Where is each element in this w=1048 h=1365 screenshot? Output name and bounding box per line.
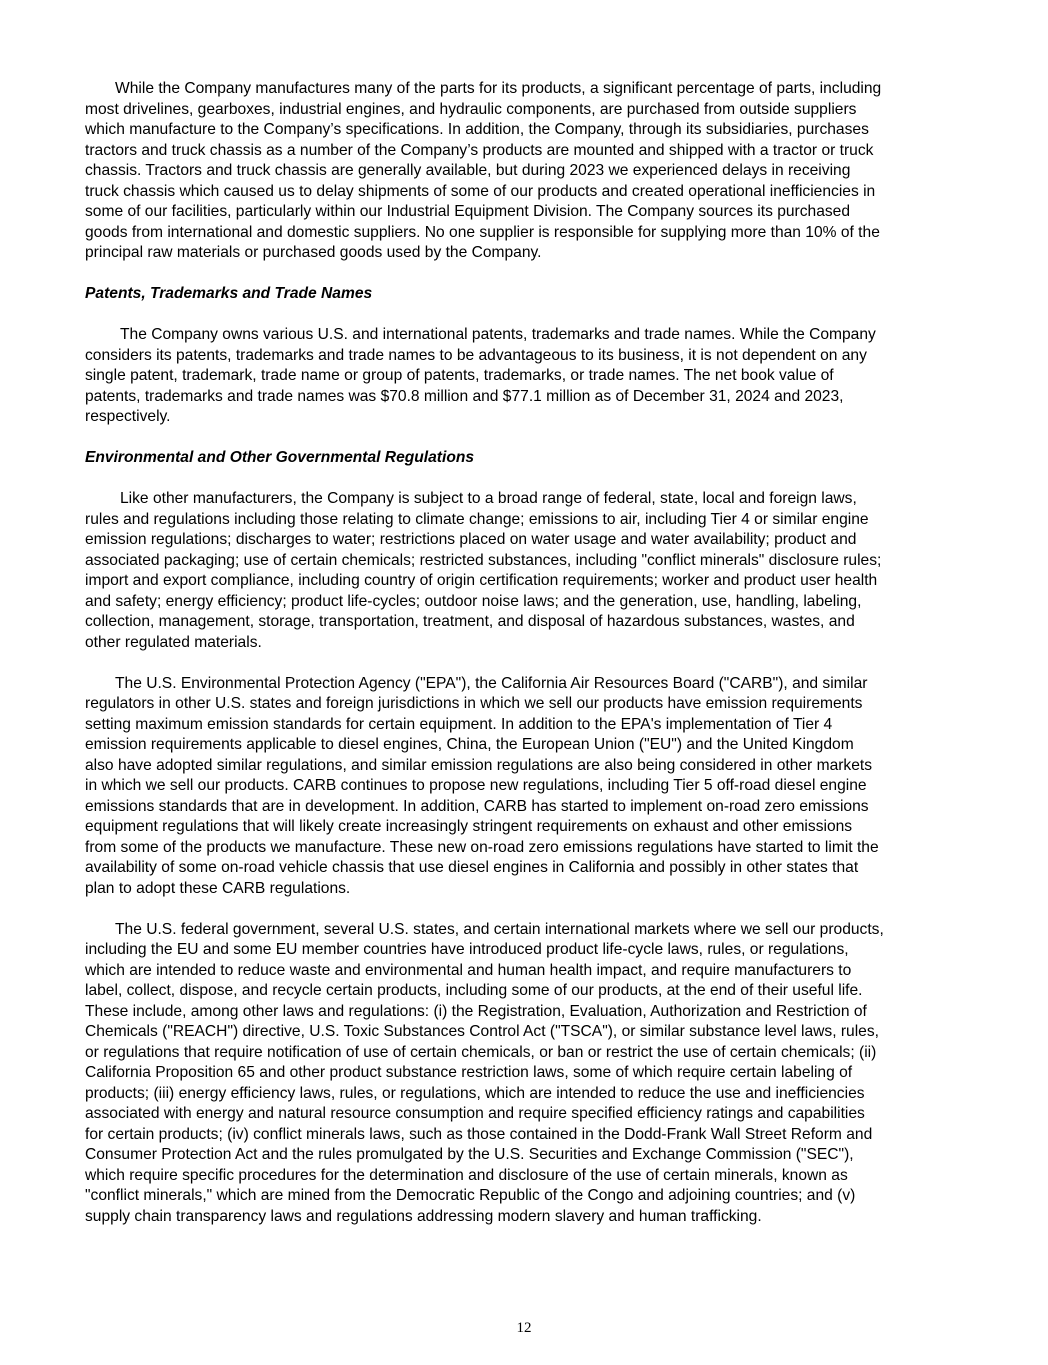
paragraph-parts-suppliers: While the Company manufactures many of the parts for its products, a significant percentage of parts, including most drivelines, gearboxes, industrial engines, and hydraulic components, are purchased from outside suppliers which manufacture to the Company’s specifications. In addition, the Company, through its subsidiaries, purchases tractors and truck chassis as a number of the Company’s products are mounted and shipped with a tractor or truck chassis. Tractors and truck chassis are generally available, but during 2023 we experienced delays in receiving truck chassis which caused us to delay shipments of some of our products and created operational inefficiencies in some of our facilities, particularly within our Industrial Equipment Division. The Company sources its purchased goods from international and domestic suppliers. No one supplier is responsible for supplying more than 10% of the principal raw materials or purchased goods used by the Company. (85, 80, 882, 261)
page-number: 12 (516, 1320, 532, 1336)
paragraph-gap (85, 899, 965, 920)
paragraph-gap (85, 469, 965, 490)
paragraph-gap (85, 305, 965, 326)
paragraph-lifecycle-laws: The U.S. federal government, several U.S. states, and certain international markets where we sell our products, including the EU and some EU member countries have introduced product life-cycle laws, rules, or regulations, which are intended to reduce waste and environmental and human health impact, and require manufacturers to label, collect, dispose, and recycle certain products, including some of our products, at the end of their useful life. These include, among other laws and regulations: (i) the Registration, Evaluation, Authorization and Restriction of Chemicals ("REACH") directive, U.S. Toxic Substances Control Act ("TSCA"), or similar substance level laws, rules, or regulations that require notification of use of certain chemicals, or ban or restrict the use of certain chemicals; (ii) California Proposition 65 and other product substance restriction laws, some of which require certain labeling of products; (iii) energy efficiency laws, rules, or regulations, which are intended to reduce the use and inefficiencies associated with energy and natural resource consumption and require specified efficiency ratings and capabilities for certain products; (iv) conflict minerals laws, such as those contained in the Dodd-Frank Wall Street Reform and Consumer Protection Act and the rules promulgated by the U.S. Securities and Exchange Commission ("SEC"), which require specific procedures for the determination and disclosure of the use of certain minerals, known as "conflict minerals," which are mined from the Democratic Republic of the Congo and adjoining countries; and (v) supply chain transparency laws and regulations addressing modern slavery and human trafficking. (85, 920, 884, 1225)
paragraph-patents: The Company owns various U.S. and international patents, trademarks and trade names. While the Company considers its patents, trademarks and trade names to be advantageous to its business, it is not dependent on any single patent, trademark, trade name or group of patents, trademarks, or trade names. The net book value of patents, trademarks and trade names was $70.8 million and $77.1 million as of December 31, 2024 and 2023, respectively. (85, 326, 876, 425)
paragraph-environmental-laws: Like other manufacturers, the Company is subject to a broad range of federal, state, local and foreign laws, rules and regulations including those relating to climate change; emissions to air, including Tier 4 or similar engine emission regulations; discharges to water; restrictions placed on water usage and water availability; product and associated packaging; use of certain chemicals; restricted substances, including "conflict minerals" disclosure rules; import and export compliance, including country of origin certification requirements; worker and product user health and safety; energy efficiency; product life-cycles; outdoor noise laws; and the generation, use, handling, labeling, collection, management, storage, transportation, treatment, and disposal of hazardous substances, wastes, and other regulated materials. (85, 490, 882, 651)
document-body (85, 79, 965, 1227)
section-heading-patents: Patents, Trademarks and Trade Names (85, 285, 373, 302)
section-heading-environmental: Environmental and Other Governmental Regulations (85, 449, 475, 466)
paragraph-gap (85, 653, 965, 674)
paragraph-epa-carb: The U.S. Environmental Protection Agency ("EPA"), the California Air Resources Board ("CARB"), and similar regulators in other U.S. states and foreign jurisdictions in which we sell our products have emission requirements setting maximum emission standards for certain equipment. In addition to the EPA's implementation of Tier 4 emission requirements applicable to diesel engines, China, the European Union ("EU") and the United Kingdom also have adopted similar regulations, and similar emission regulations are also being considered in other markets in which we sell our products. CARB continues to propose new regulations, including Tier 5 off-road diesel engine emissions standards that are in development. In addition, CARB has started to implement on-road zero emissions equipment regulations that will likely create increasingly stringent requirements on exhaust and other emissions from some of the products we manufacture. These new on-road zero emissions regulations have started to limit the availability of some on-road vehicle chassis that use diesel engines in California and possibly in other states that plan to adopt these CARB regulations. (85, 674, 879, 897)
paragraph-gap (85, 264, 965, 285)
paragraph-gap (85, 428, 965, 449)
